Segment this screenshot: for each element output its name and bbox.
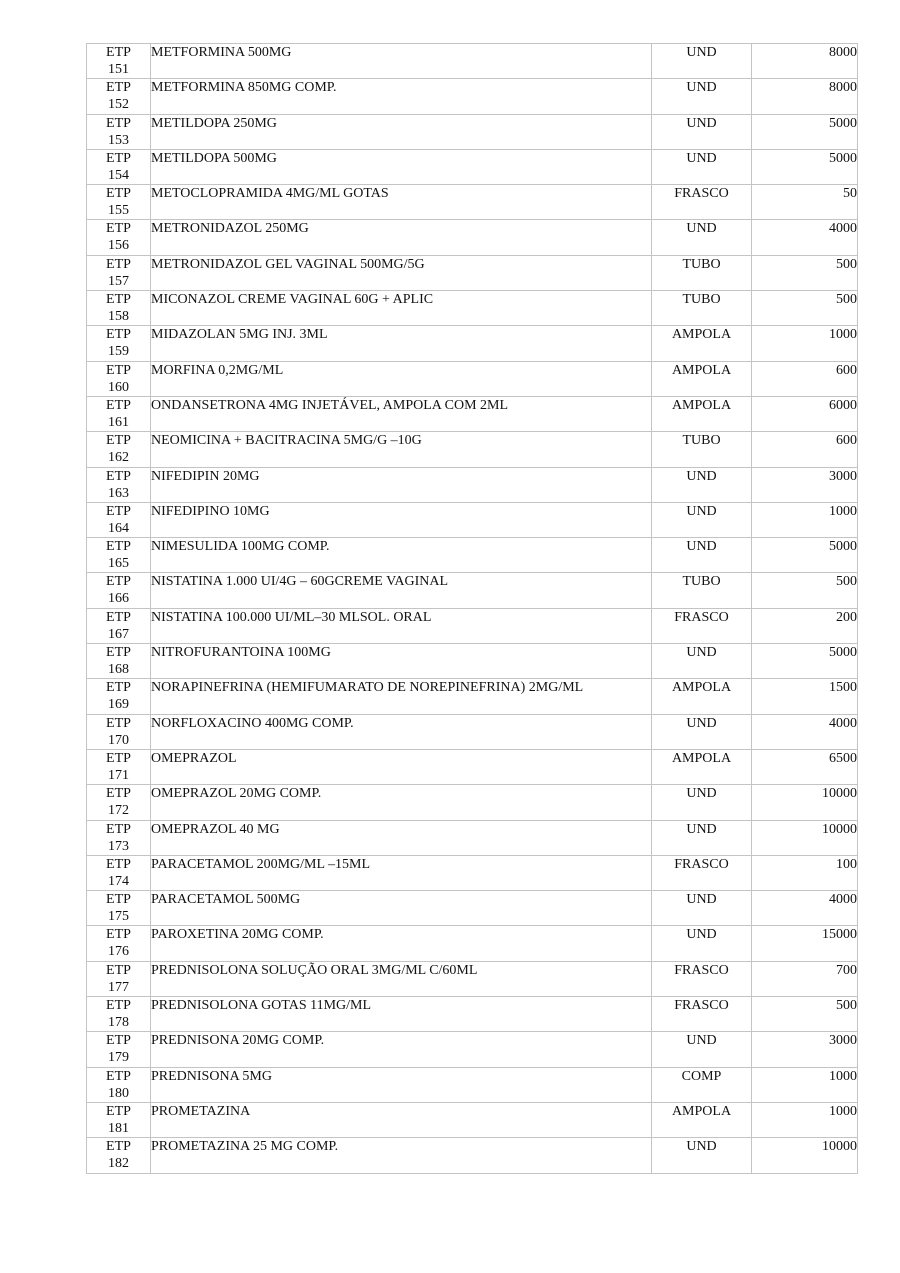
item-code-prefix: ETP	[106, 362, 131, 378]
item-code-prefix: ETP	[106, 1068, 131, 1084]
item-code-cell	[87, 432, 151, 467]
table-row	[87, 749, 858, 784]
item-code-number: 168	[108, 662, 129, 678]
item-code-number: 177	[108, 979, 129, 995]
item-code-cell	[87, 255, 151, 290]
item-code-number: 164	[108, 520, 129, 536]
item-code-cell	[87, 1102, 151, 1137]
item-unit: TUBO	[652, 255, 752, 290]
item-code-cell	[87, 79, 151, 114]
item-code-prefix: ETP	[106, 186, 131, 202]
item-quantity: 10000	[752, 785, 858, 820]
item-code-cell	[87, 502, 151, 537]
item-unit: AMPOLA	[652, 749, 752, 784]
table-row	[87, 432, 858, 467]
item-code-cell	[87, 396, 151, 431]
table-row	[87, 644, 858, 679]
item-quantity: 500	[752, 255, 858, 290]
item-unit: UND	[652, 502, 752, 537]
item-code-number: 157	[108, 273, 129, 289]
item-code-number: 178	[108, 1015, 129, 1031]
item-code-prefix: ETP	[106, 468, 131, 484]
item-unit: FRASCO	[652, 997, 752, 1032]
item-code-cell	[87, 749, 151, 784]
table-row	[87, 1067, 858, 1102]
item-quantity: 3000	[752, 467, 858, 502]
item-description: OMEPRAZOL 20MG COMP.	[151, 785, 652, 820]
item-quantity: 6000	[752, 396, 858, 431]
item-code-number: 172	[108, 803, 129, 819]
item-code-prefix: ETP	[106, 80, 131, 96]
item-unit: UND	[652, 785, 752, 820]
item-code-number: 171	[108, 767, 129, 783]
item-quantity: 4000	[752, 220, 858, 255]
item-unit: AMPOLA	[652, 396, 752, 431]
item-description: PROMETAZINA	[151, 1102, 652, 1137]
item-quantity: 200	[752, 608, 858, 643]
item-code-number: 154	[108, 167, 129, 183]
item-quantity: 5000	[752, 149, 858, 184]
item-description: NIFEDIPINO 10MG	[151, 502, 652, 537]
item-quantity: 10000	[752, 820, 858, 855]
item-unit: TUBO	[652, 432, 752, 467]
item-quantity: 700	[752, 961, 858, 996]
item-quantity: 1000	[752, 1067, 858, 1102]
item-unit: AMPOLA	[652, 326, 752, 361]
item-description: NITROFURANTOINA 100MG	[151, 644, 652, 679]
table-row	[87, 361, 858, 396]
table-row	[87, 1138, 858, 1173]
table-row	[87, 396, 858, 431]
item-description: METRONIDAZOL GEL VAGINAL 500MG/5G	[151, 255, 652, 290]
item-code-cell	[87, 997, 151, 1032]
item-description: NIMESULIDA 100MG COMP.	[151, 538, 652, 573]
table-row	[87, 291, 858, 326]
item-code-number: 176	[108, 944, 129, 960]
item-code-number: 173	[108, 838, 129, 854]
item-description: PREDNISOLONA SOLUÇÃO ORAL 3MG/ML C/60ML	[151, 961, 652, 996]
item-unit: UND	[652, 114, 752, 149]
item-code-number: 165	[108, 556, 129, 572]
item-code-prefix: ETP	[106, 892, 131, 908]
table-row	[87, 785, 858, 820]
item-code-prefix: ETP	[106, 221, 131, 237]
item-quantity: 8000	[752, 79, 858, 114]
item-description: PARACETAMOL 200MG/ML –15ML	[151, 855, 652, 890]
item-quantity: 3000	[752, 1032, 858, 1067]
item-unit: UND	[652, 79, 752, 114]
item-description: NEOMICINA + BACITRACINA 5MG/G –10G	[151, 432, 652, 467]
item-quantity: 8000	[752, 44, 858, 79]
item-code-number: 156	[108, 238, 129, 254]
item-code-number: 159	[108, 344, 129, 360]
item-code-number: 179	[108, 1050, 129, 1066]
table-row	[87, 608, 858, 643]
item-code-cell	[87, 961, 151, 996]
item-code-number: 160	[108, 379, 129, 395]
item-description: MIDAZOLAN 5MG INJ. 3ML	[151, 326, 652, 361]
table-row	[87, 820, 858, 855]
item-description: PREDNISONA 5MG	[151, 1067, 652, 1102]
item-code-number: 169	[108, 697, 129, 713]
item-description: OMEPRAZOL	[151, 749, 652, 784]
table-row	[87, 538, 858, 573]
item-description: METILDOPA 250MG	[151, 114, 652, 149]
item-quantity: 500	[752, 997, 858, 1032]
medication-table	[86, 43, 858, 1174]
item-unit: TUBO	[652, 291, 752, 326]
item-description: MICONAZOL CREME VAGINAL 60G + APLIC	[151, 291, 652, 326]
item-code-prefix: ETP	[106, 680, 131, 696]
item-code-number: 155	[108, 203, 129, 219]
item-unit: UND	[652, 149, 752, 184]
item-code-cell	[87, 149, 151, 184]
item-code-prefix: ETP	[106, 645, 131, 661]
item-quantity: 500	[752, 573, 858, 608]
item-code-number: 158	[108, 309, 129, 325]
item-code-number: 163	[108, 485, 129, 501]
table-row	[87, 1102, 858, 1137]
item-code-prefix: ETP	[106, 1103, 131, 1119]
item-description: MORFINA 0,2MG/ML	[151, 361, 652, 396]
item-unit: FRASCO	[652, 185, 752, 220]
item-code-cell	[87, 644, 151, 679]
item-code-number: 175	[108, 909, 129, 925]
item-code-number: 174	[108, 873, 129, 889]
item-code-number: 152	[108, 97, 129, 113]
item-unit: UND	[652, 44, 752, 79]
item-quantity: 50	[752, 185, 858, 220]
item-unit: AMPOLA	[652, 361, 752, 396]
item-description: METFORMINA 500MG	[151, 44, 652, 79]
item-code-prefix: ETP	[106, 256, 131, 272]
item-code-cell	[87, 220, 151, 255]
item-unit: UND	[652, 714, 752, 749]
item-code-cell	[87, 573, 151, 608]
item-code-prefix: ETP	[106, 327, 131, 343]
item-code-prefix: ETP	[106, 1139, 131, 1155]
item-code-cell	[87, 926, 151, 961]
table-row	[87, 467, 858, 502]
item-code-cell	[87, 467, 151, 502]
item-code-number: 161	[108, 414, 129, 430]
item-code-number: 153	[108, 132, 129, 148]
item-quantity: 4000	[752, 714, 858, 749]
item-quantity: 1000	[752, 1102, 858, 1137]
item-quantity: 4000	[752, 891, 858, 926]
item-code-cell	[87, 114, 151, 149]
item-description: NIFEDIPIN 20MG	[151, 467, 652, 502]
table-row	[87, 1032, 858, 1067]
item-code-prefix: ETP	[106, 821, 131, 837]
item-code-number: 166	[108, 591, 129, 607]
item-unit: FRASCO	[652, 608, 752, 643]
table-row	[87, 997, 858, 1032]
item-code-cell	[87, 185, 151, 220]
item-code-prefix: ETP	[106, 292, 131, 308]
table-row	[87, 926, 858, 961]
item-code-cell	[87, 291, 151, 326]
item-code-prefix: ETP	[106, 503, 131, 519]
item-code-cell	[87, 326, 151, 361]
item-code-cell	[87, 1032, 151, 1067]
item-code-number: 181	[108, 1120, 129, 1136]
item-quantity: 5000	[752, 644, 858, 679]
item-unit: UND	[652, 820, 752, 855]
table-row	[87, 961, 858, 996]
item-quantity: 600	[752, 432, 858, 467]
item-code-prefix: ETP	[106, 962, 131, 978]
item-code-prefix: ETP	[106, 786, 131, 802]
item-code-prefix: ETP	[106, 574, 131, 590]
item-code-cell	[87, 820, 151, 855]
table-row	[87, 185, 858, 220]
item-code-number: 151	[108, 62, 129, 77]
item-code-prefix: ETP	[106, 750, 131, 766]
item-quantity: 10000	[752, 1138, 858, 1173]
item-code-number: 162	[108, 450, 129, 466]
item-code-prefix: ETP	[106, 927, 131, 943]
table-row	[87, 79, 858, 114]
item-code-prefix: ETP	[106, 715, 131, 731]
item-code-prefix: ETP	[106, 150, 131, 166]
table-row	[87, 679, 858, 714]
item-description: METRONIDAZOL 250MG	[151, 220, 652, 255]
item-quantity: 15000	[752, 926, 858, 961]
item-description: METOCLOPRAMIDA 4MG/ML GOTAS	[151, 185, 652, 220]
item-code-cell	[87, 679, 151, 714]
item-code-prefix: ETP	[106, 433, 131, 449]
item-code-prefix: ETP	[106, 856, 131, 872]
table-row	[87, 326, 858, 361]
item-description: PAROXETINA 20MG COMP.	[151, 926, 652, 961]
item-code-prefix: ETP	[106, 1033, 131, 1049]
item-description: ONDANSETRONA 4MG INJETÁVEL, AMPOLA COM 2ML	[151, 396, 652, 431]
item-code-cell	[87, 361, 151, 396]
item-code-cell	[87, 608, 151, 643]
item-quantity: 600	[752, 361, 858, 396]
item-description: PREDNISONA 20MG COMP.	[151, 1032, 652, 1067]
item-unit: UND	[652, 538, 752, 573]
item-code-cell	[87, 44, 151, 79]
item-description: NORFLOXACINO 400MG COMP.	[151, 714, 652, 749]
item-quantity: 6500	[752, 749, 858, 784]
item-description: OMEPRAZOL 40 MG	[151, 820, 652, 855]
item-code-prefix: ETP	[106, 609, 131, 625]
item-quantity: 1000	[752, 502, 858, 537]
item-description: NORAPINEFRINA (HEMIFUMARATO DE NOREPINEFRINA) 2MG/ML	[151, 679, 652, 714]
item-quantity: 1000	[752, 326, 858, 361]
item-unit: UND	[652, 467, 752, 502]
item-unit: UND	[652, 1138, 752, 1173]
item-quantity: 5000	[752, 114, 858, 149]
table-row	[87, 891, 858, 926]
item-unit: UND	[652, 644, 752, 679]
item-unit: TUBO	[652, 573, 752, 608]
item-code-prefix: ETP	[106, 115, 131, 131]
item-unit: UND	[652, 220, 752, 255]
item-quantity: 5000	[752, 538, 858, 573]
item-code-cell	[87, 714, 151, 749]
item-code-number: 182	[108, 1156, 129, 1172]
item-unit: AMPOLA	[652, 679, 752, 714]
item-unit: AMPOLA	[652, 1102, 752, 1137]
item-description: PROMETAZINA 25 MG COMP.	[151, 1138, 652, 1173]
item-code-cell	[87, 538, 151, 573]
item-code-number: 180	[108, 1085, 129, 1101]
item-code-number: 170	[108, 732, 129, 748]
table-row	[87, 149, 858, 184]
item-unit: FRASCO	[652, 961, 752, 996]
table-row	[87, 502, 858, 537]
table-row	[87, 114, 858, 149]
item-quantity: 500	[752, 291, 858, 326]
item-code-prefix: ETP	[106, 45, 131, 60]
item-unit: UND	[652, 926, 752, 961]
item-unit: FRASCO	[652, 855, 752, 890]
medication-table-body	[87, 44, 858, 1174]
table-row	[87, 255, 858, 290]
table-row	[87, 220, 858, 255]
table-row	[87, 714, 858, 749]
item-code-cell	[87, 891, 151, 926]
item-code-cell	[87, 1138, 151, 1173]
item-code-number: 167	[108, 626, 129, 642]
item-description: METILDOPA 500MG	[151, 149, 652, 184]
item-quantity: 1500	[752, 679, 858, 714]
item-code-prefix: ETP	[106, 539, 131, 555]
table-row	[87, 855, 858, 890]
item-unit: UND	[652, 891, 752, 926]
item-description: NISTATINA 100.000 UI/ML–30 MLSOL. ORAL	[151, 608, 652, 643]
item-description: PARACETAMOL 500MG	[151, 891, 652, 926]
item-code-cell	[87, 1067, 151, 1102]
table-row	[87, 573, 858, 608]
item-code-cell	[87, 785, 151, 820]
item-code-prefix: ETP	[106, 397, 131, 413]
item-code-prefix: ETP	[106, 998, 131, 1014]
item-unit: COMP	[652, 1067, 752, 1102]
item-description: METFORMINA 850MG COMP.	[151, 79, 652, 114]
item-unit: UND	[652, 1032, 752, 1067]
table-row	[87, 44, 858, 79]
item-code-cell	[87, 855, 151, 890]
item-description: NISTATINA 1.000 UI/4G – 60GCREME VAGINAL	[151, 573, 652, 608]
item-quantity: 100	[752, 855, 858, 890]
item-description: PREDNISOLONA GOTAS 11MG/ML	[151, 997, 652, 1032]
